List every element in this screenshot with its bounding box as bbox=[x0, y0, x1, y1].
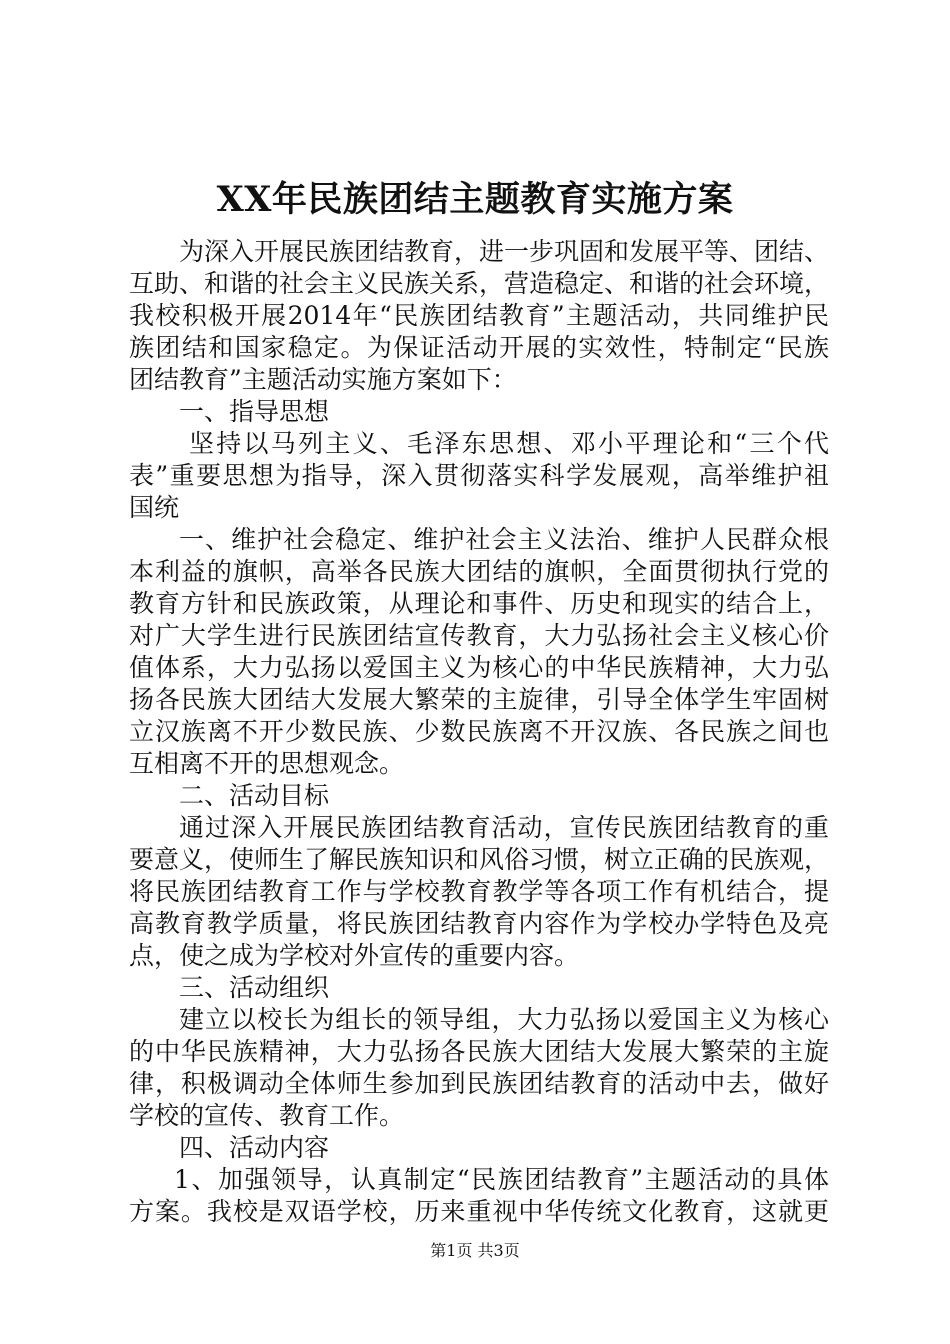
paragraph-line: 高教育教学质量，将民族团结教育内容作为学校办学特色及亮 bbox=[129, 909, 829, 938]
section-heading: 三、活动组织 bbox=[179, 973, 330, 1002]
paragraph-line: 要意义，使师生了解民族知识和风俗习惯，树立正确的民族观， bbox=[129, 845, 829, 874]
paragraph-line: 律，积极调动全体师生参加到民族团结教育的活动中去，做好 bbox=[129, 1069, 829, 1098]
paragraph-line: 的中华民族精神，大力弘扬各民族大团结大发展大繁荣的主旋 bbox=[129, 1037, 829, 1066]
paragraph-line: 互助、和谐的社会主义民族关系，营造稳定、和谐的社会环境， bbox=[129, 269, 829, 298]
paragraph-line: 扬各民族大团结大发展大繁荣的主旋律，引导全体学生牢固树 bbox=[129, 685, 829, 714]
paragraph-line: 立汉族离不开少数民族、少数民族离不开汉族、各民族之间也 bbox=[129, 717, 829, 746]
paragraph-line: 值体系，大力弘扬以爱国主义为核心的中华民族精神，大力弘 bbox=[129, 653, 829, 682]
paragraph-line: 族团结和国家稳定。为保证活动开展的实效性，特制定“民族 bbox=[129, 333, 829, 362]
paragraph-line: 学校的宣传、教育工作。 bbox=[129, 1101, 405, 1130]
paragraph-line: 坚持以马列主义、毛泽东思想、邓小平理论和“三个代 bbox=[189, 429, 829, 458]
paragraph-line: 通过深入开展民族团结教育活动，宣传民族团结教育的重 bbox=[179, 813, 829, 842]
section-heading: 四、活动内容 bbox=[179, 1133, 330, 1162]
paragraph-line: 团结教育”主题活动实施方案如下： bbox=[129, 365, 517, 394]
paragraph-line: 本利益的旗帜，高举各民族大团结的旗帜，全面贯彻执行党的 bbox=[129, 557, 829, 586]
section-heading: 一、指导思想 bbox=[179, 397, 330, 426]
paragraph-line: 点，使之成为学校对外宣传的重要内容。 bbox=[129, 941, 580, 970]
paragraph-line: 将民族团结教育工作与学校教育教学等各项工作有机结合，提 bbox=[129, 877, 829, 906]
paragraph-line: 教育方针和民族政策，从理论和事件、历史和现实的结合上， bbox=[129, 589, 829, 618]
paragraph-line: 表”重要思想为指导，深入贯彻落实科学发展观，高举维护祖 bbox=[129, 461, 829, 490]
document-title: XX年民族团结主题教育实施方案 bbox=[216, 179, 734, 220]
paragraph-line: 一、维护社会稳定、维护社会主义法治、维护人民群众根 bbox=[179, 525, 829, 554]
paragraph-line: 1、加强领导，认真制定“民族团结教育”主题活动的具体 bbox=[174, 1165, 829, 1194]
paragraph-line: 互相离不开的思想观念。 bbox=[129, 749, 405, 778]
paragraph-line: 国统 bbox=[129, 493, 180, 522]
paragraph-line: 对广大学生进行民族团结宣传教育，大力弘扬社会主义核心价 bbox=[129, 621, 829, 650]
paragraph-line: 我校积极开展2014年“民族团结教育”主题活动，共同维护民 bbox=[129, 301, 829, 330]
paragraph-line: 方案。我校是双语学校，历来重视中华传统文化教育，这就更 bbox=[129, 1197, 829, 1226]
paragraph-line: 建立以校长为组长的领导组，大力弘扬以爱国主义为核心 bbox=[179, 1005, 829, 1034]
paragraph-line: 为深入开展民族团结教育，进一步巩固和发展平等、团结、 bbox=[179, 237, 829, 266]
page-footer: 第1页 共3页 bbox=[430, 1241, 520, 1260]
section-heading: 二、活动目标 bbox=[179, 781, 330, 810]
